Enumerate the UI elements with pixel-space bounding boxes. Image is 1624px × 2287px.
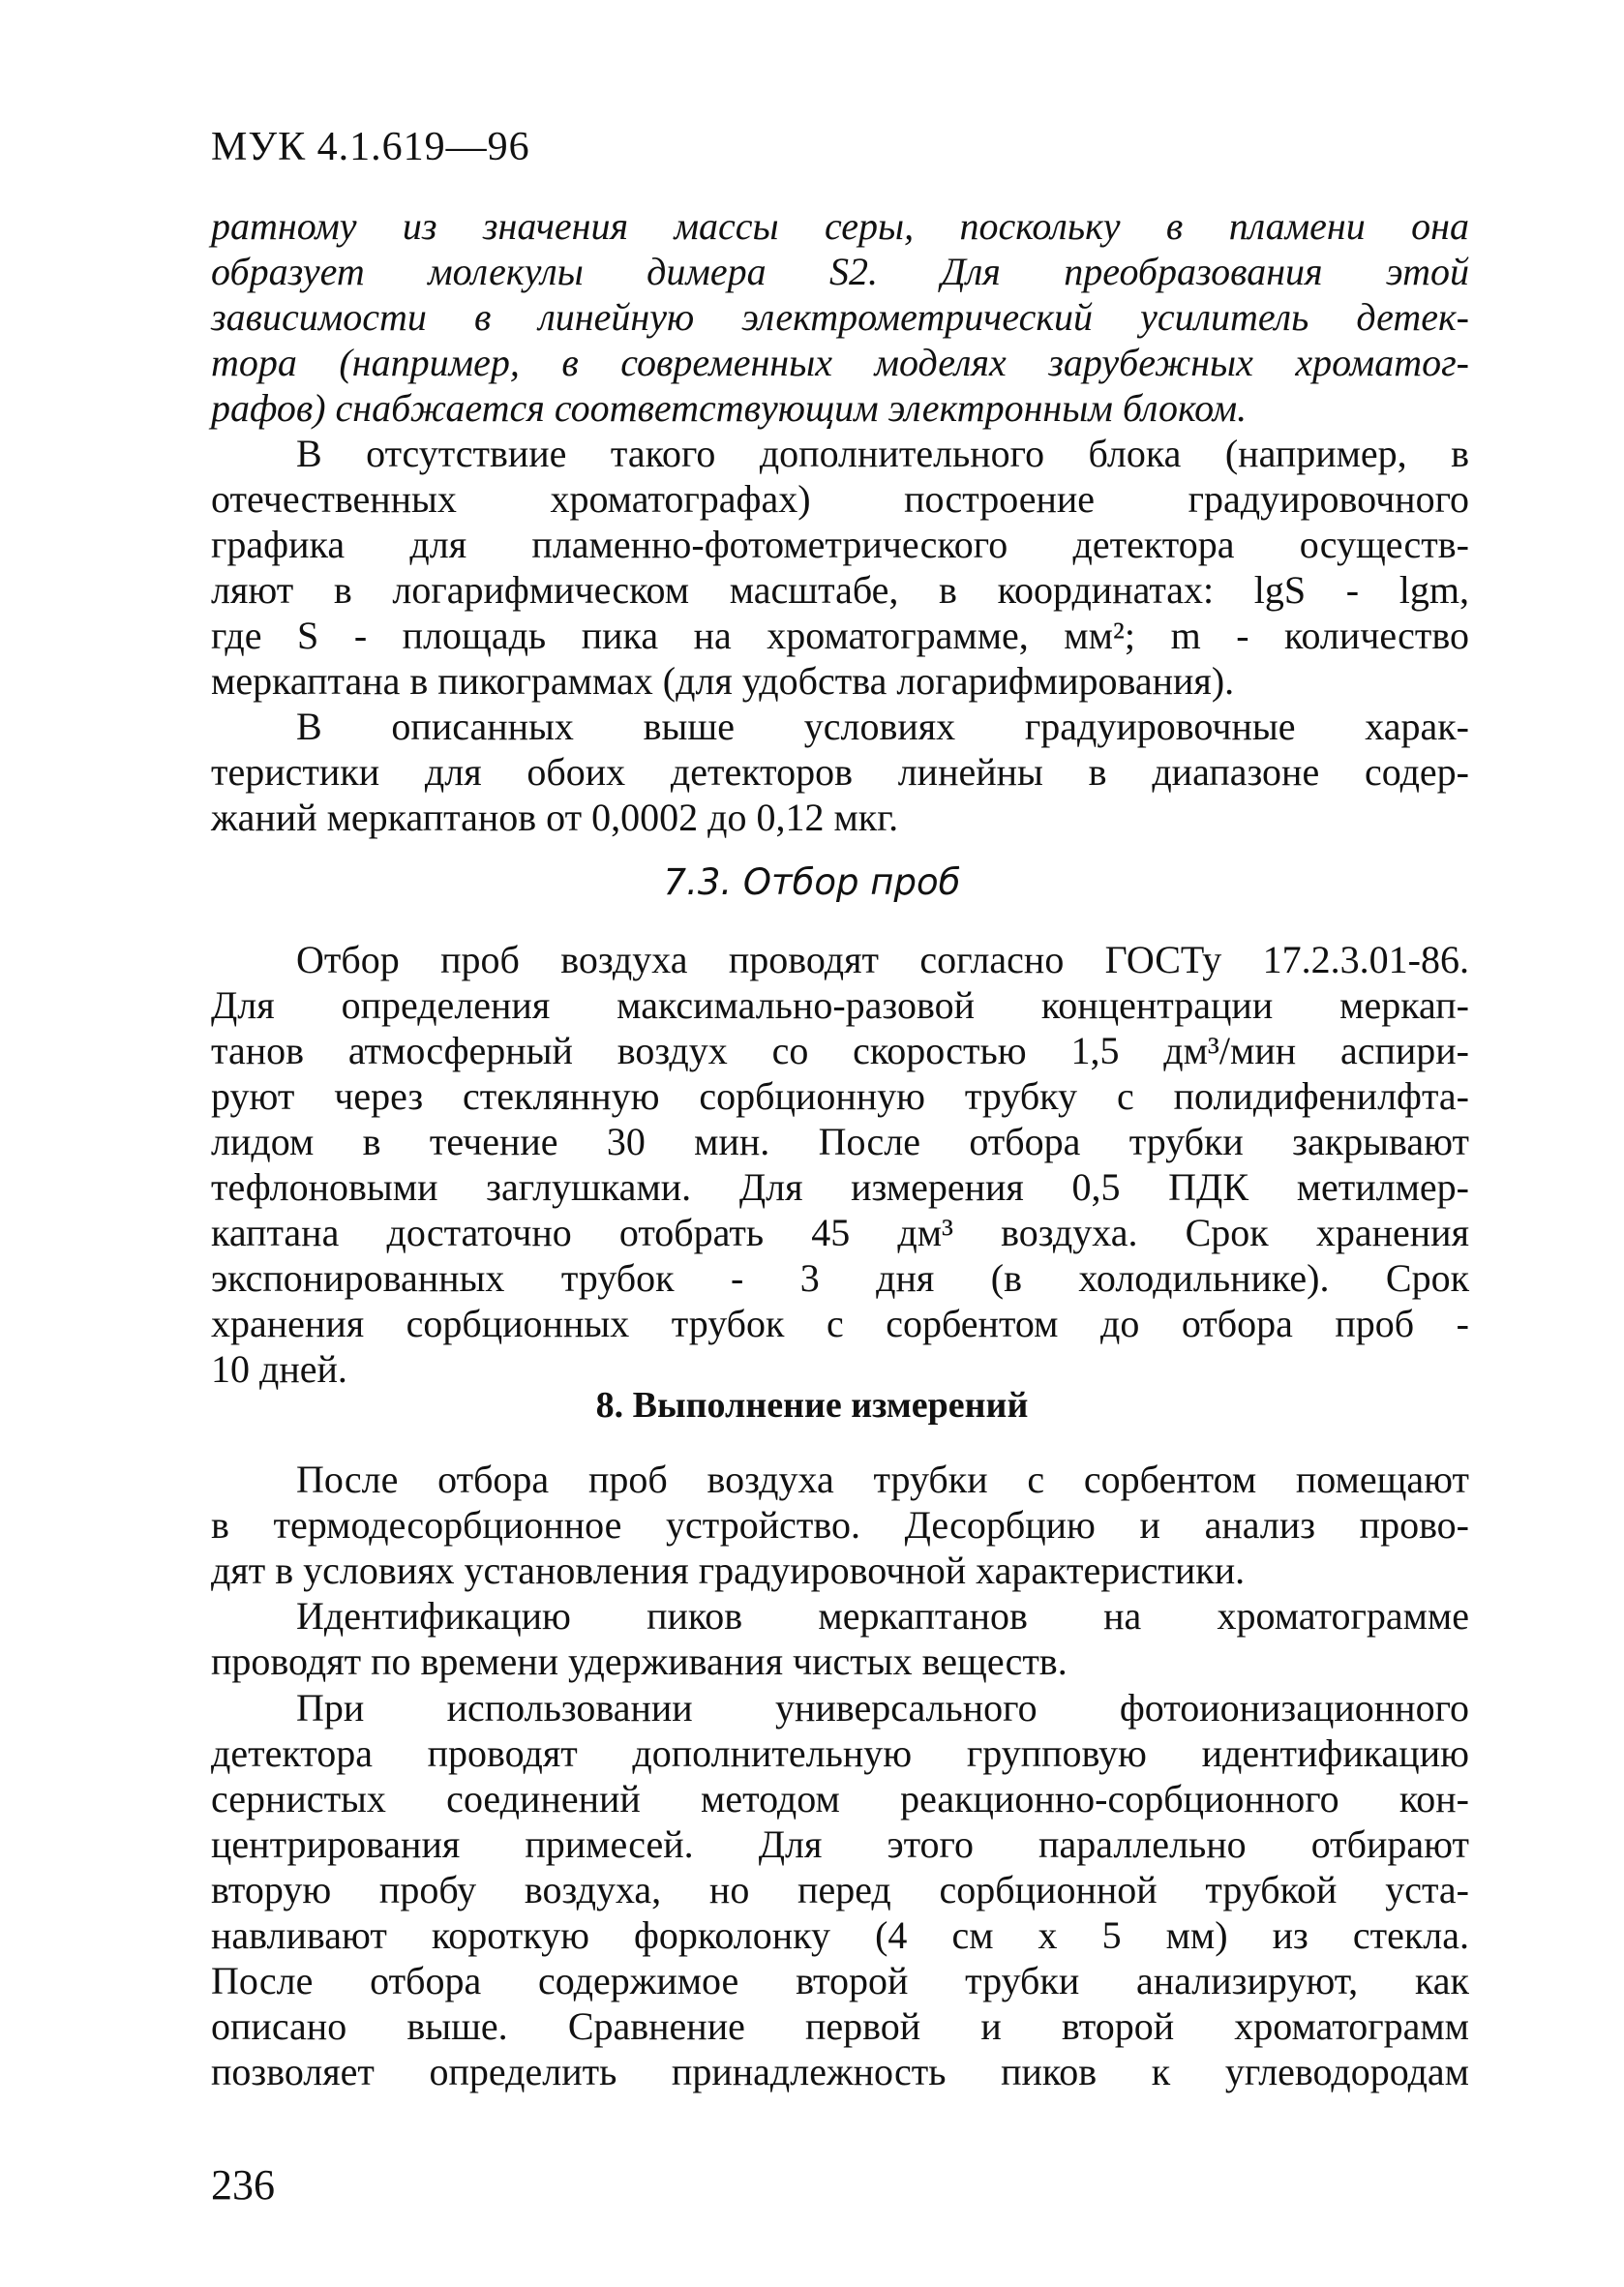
- text-line: описано выше. Сравнение первой и второй хроматограмм: [211, 2004, 1469, 2048]
- paragraph-calibration-graph: [211, 431, 1469, 704]
- page-number: 236: [211, 2161, 275, 2209]
- text-line: дят в условиях установления градуировочной характеристики.: [211, 1549, 1246, 1592]
- text-line: жаний меркаптанов от 0,0002 до 0,12 мкг.: [211, 796, 899, 839]
- text-line: графика для пламенно-фотометрического детектора осуществ-: [211, 523, 1469, 566]
- text-line: При использовании универсального фотоионизационного: [296, 1686, 1469, 1730]
- text-line: меркаптана в пикограммах (для удобства логарифмирования).: [211, 659, 1235, 703]
- text-line: отечественных хроматографах) построение градуировочного: [211, 477, 1469, 521]
- text-line: 10 дней.: [211, 1347, 347, 1391]
- text-line: лидом в течение 30 мин. После отбора трубки закрывают: [211, 1120, 1469, 1163]
- text-line: где S - площадь пика на хроматограмме, мм²; m - количество: [211, 614, 1469, 657]
- paragraph-identification: [211, 1593, 1469, 1684]
- text-line: руют через стеклянную сорбционную трубку с полидифенилфта-: [211, 1074, 1469, 1118]
- text-line: Отбор проб воздуха проводят согласно ГОСТу 17.2.3.01-86.: [296, 938, 1469, 981]
- text-line: зависимости в линейную электрометрический усилитель детек-: [211, 295, 1469, 339]
- text-line: сернистых соединений методом реакционно-сорбционного кон-: [211, 1777, 1469, 1821]
- section-heading-7-3: 7.3. Отбор проб: [663, 861, 961, 903]
- text-line: каптана достаточно отобрать 45 дм³ воздуха. Срок хранения: [211, 1211, 1469, 1254]
- text-line: хранения сорбционных трубок с сорбентом до отбора проб -: [211, 1302, 1469, 1345]
- paragraph-italic-continuation: [211, 203, 1469, 431]
- text-line: вторую пробу воздуха, но перед сорбционной трубкой уста-: [211, 1868, 1469, 1911]
- text-line: Для определения максимально-разовой концентрации меркап-: [211, 983, 1469, 1027]
- text-line: танов атмосферный воздух со скоростью 1,5 дм³/мин аспири-: [211, 1029, 1469, 1072]
- text-line: проводят по времени удерживания чистых веществ.: [211, 1640, 1068, 1683]
- text-line: В описанных выше условиях градуировочные харак-: [296, 705, 1469, 748]
- text-line: детектора проводят дополнительную групповую идентификацию: [211, 1731, 1469, 1775]
- text-line: тора (например, в современных моделях зарубежных хроматог-: [211, 341, 1469, 384]
- text-line: в термодесорбционное устройство. Десорбцию и анализ прово-: [211, 1503, 1469, 1547]
- text-line: ратному из значения массы серы, поскольку в пламени она: [211, 204, 1469, 248]
- text-line: рафов) снабжается соответствующим электронным блоком.: [211, 386, 1248, 430]
- text-line: центрирования примесей. Для этого параллельно отбирают: [211, 1822, 1469, 1866]
- text-line: Идентификацию пиков меркаптанов на хроматограмме: [296, 1594, 1469, 1638]
- text-line: навливают короткую форколонку (4 см х 5 мм) из стекла.: [211, 1913, 1469, 1957]
- paragraph-sampling: [211, 937, 1469, 1392]
- text-line: После отбора проб воздуха трубки с сорбентом помещают: [296, 1458, 1469, 1501]
- text-line: В отсутствиие такого дополнительного блока (например, в: [296, 432, 1469, 475]
- section-heading-8: 8. Выполнение измерений: [595, 1385, 1029, 1426]
- text-line: позволяет определить принадлежность пиков к углеводородам: [211, 2050, 1469, 2093]
- text-line: ляют в логарифмическом масштабе, в координатах: lgS - lgm,: [211, 568, 1469, 612]
- paragraph-photoionization: [211, 1685, 1469, 2094]
- text-line: экспонированных трубок - 3 дня (в холодильнике). Срок: [211, 1256, 1469, 1300]
- text-line: тефлоновыми заглушками. Для измерения 0,5 ПДК метилмер-: [211, 1165, 1469, 1209]
- paragraph-linear-range: [211, 704, 1469, 840]
- paragraph-desorption: [211, 1457, 1469, 1593]
- text-line: теристики для обоих детекторов линейны в диапазоне содер-: [211, 750, 1469, 794]
- text-line: После отбора содержимое второй трубки анализируют, как: [211, 1959, 1469, 2002]
- text-line: образует молекулы димера S2. Для преобразования этой: [211, 250, 1469, 293]
- document-header: МУК 4.1.619—96: [211, 125, 530, 169]
